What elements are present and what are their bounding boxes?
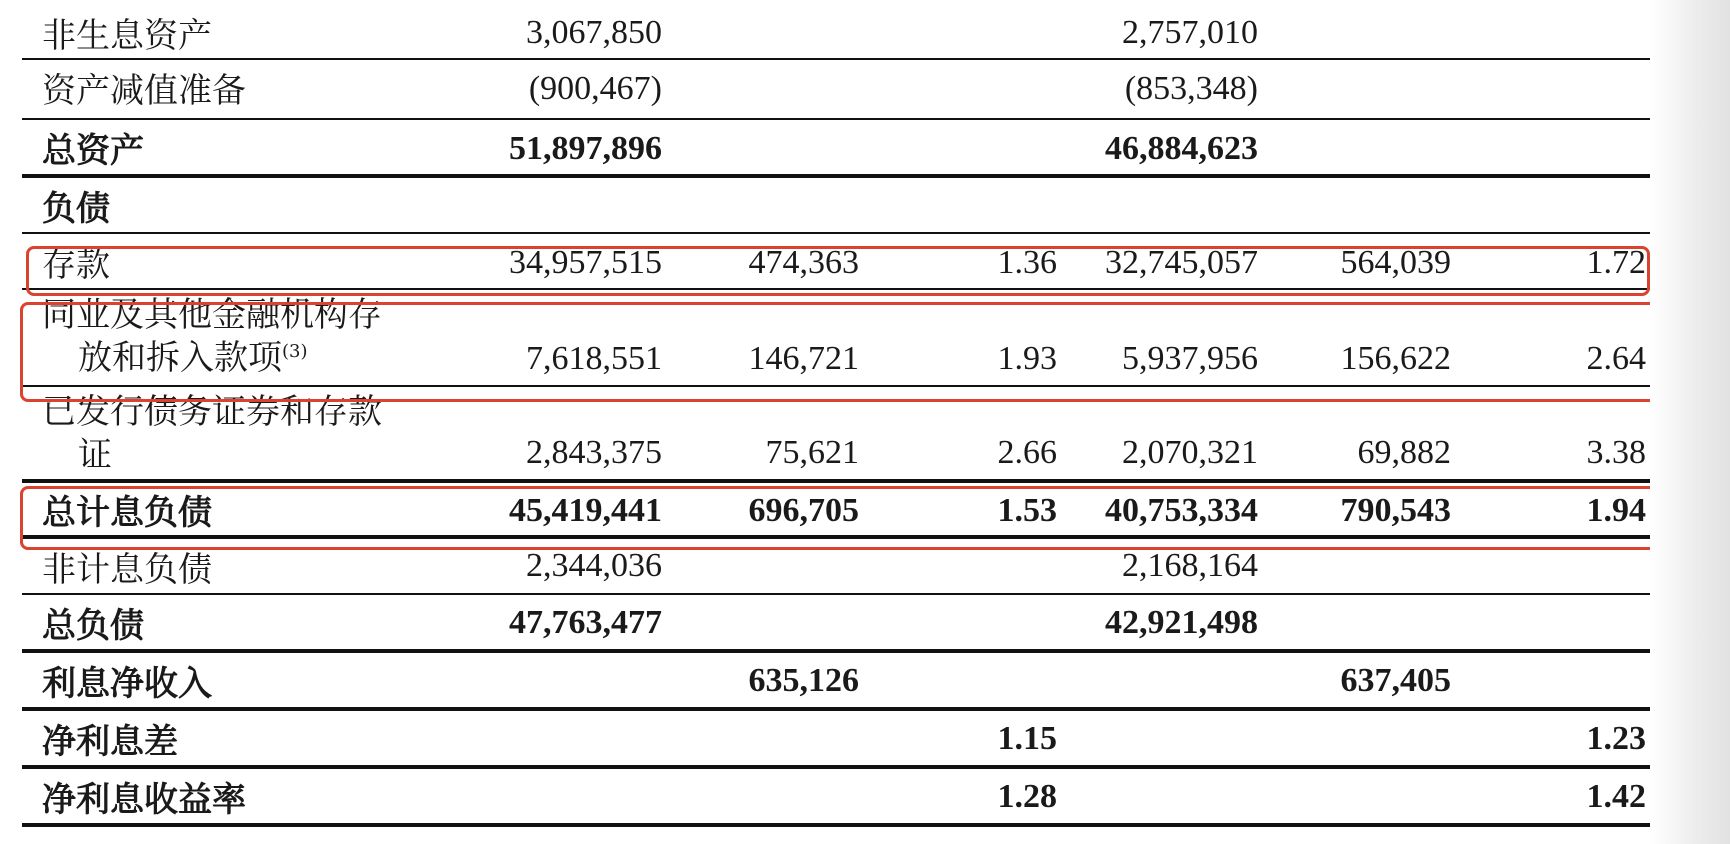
cell-value: 1.28	[997, 778, 1057, 815]
cell-value: 42,921,498	[1105, 604, 1258, 641]
page-edge-shadow	[1650, 0, 1730, 844]
row-label-line2	[78, 338, 308, 378]
cell-value: 34,957,515	[509, 244, 662, 281]
table-row	[22, 60, 1654, 120]
cell-value: 474,363	[748, 244, 859, 281]
cell-value: 32,745,057	[1105, 244, 1258, 281]
cell-value: 1.53	[997, 492, 1057, 529]
cell-value: 75,621	[765, 434, 859, 471]
row-label: 资产减值准备	[42, 71, 246, 111]
cell-value: 2.66	[997, 434, 1057, 471]
row-label: 净利息收益率	[42, 780, 246, 820]
cell-value: 1.15	[997, 720, 1057, 757]
table-row	[22, 387, 1654, 483]
cell-value: (853,348)	[1124, 70, 1258, 107]
row-label: 净利息差	[42, 722, 178, 762]
table-row	[22, 0, 1654, 60]
cell-value: 156,622	[1340, 340, 1451, 377]
cell-value: 696,705	[748, 492, 859, 529]
table-row	[22, 178, 1654, 234]
row-label: 利息净收入	[42, 664, 212, 704]
cell-value: 45,419,441	[509, 492, 662, 529]
cell-value: 3,067,850	[526, 14, 662, 51]
table-row	[22, 483, 1654, 539]
financial-table	[22, 0, 1654, 827]
cell-value: 564,039	[1340, 244, 1451, 281]
cell-value: 47,763,477	[509, 604, 662, 641]
cell-value: 2,757,010	[1122, 14, 1258, 51]
footnote-marker: (3)	[282, 341, 308, 362]
cell-value: 51,897,896	[509, 130, 662, 167]
row-label: 存款	[42, 245, 110, 285]
cell-value: 146,721	[748, 340, 859, 377]
cell-value: 635,126	[748, 662, 859, 699]
table-row	[22, 290, 1654, 387]
row-label-line2: 证	[78, 435, 112, 475]
row-label: 总计息负债	[42, 493, 212, 533]
cell-value: (900,467)	[528, 70, 662, 107]
row-label: 总资产	[42, 131, 144, 171]
cell-value: 5,937,956	[1122, 340, 1258, 377]
row-label: 非生息资产	[42, 16, 212, 56]
cell-value: 1.23	[1586, 720, 1646, 757]
table-row	[22, 653, 1654, 711]
cell-value: 1.42	[1586, 778, 1646, 815]
table-row	[22, 234, 1654, 290]
table-row	[22, 120, 1654, 178]
section-heading: 负债	[42, 189, 110, 229]
cell-value: 2,344,036	[526, 547, 662, 584]
cell-value: 1.94	[1586, 492, 1646, 529]
row-label: 非计息负债	[42, 550, 212, 590]
row-label-text: 放和拆入款项	[78, 338, 282, 378]
cell-value: 1.72	[1586, 244, 1646, 281]
cell-value: 2,168,164	[1122, 547, 1258, 584]
row-label: 总负债	[42, 606, 144, 646]
cell-value: 2.64	[1586, 340, 1646, 377]
cell-value: 1.36	[997, 244, 1057, 281]
cell-value: 790,543	[1340, 492, 1451, 529]
table-row	[22, 769, 1654, 827]
cell-value: 69,882	[1357, 434, 1451, 471]
cell-value: 2,070,321	[1122, 434, 1258, 471]
table-row	[22, 711, 1654, 769]
cell-value: 1.93	[997, 340, 1057, 377]
cell-value: 2,843,375	[526, 434, 662, 471]
table-row	[22, 595, 1654, 653]
cell-value: 3.38	[1586, 434, 1646, 471]
cell-value: 7,618,551	[526, 340, 662, 377]
table-row	[22, 539, 1654, 595]
cell-value: 46,884,623	[1105, 130, 1258, 167]
row-label-line1: 同业及其他金融机构存	[42, 295, 382, 335]
row-label-line1: 已发行债务证券和存款	[42, 392, 382, 432]
cell-value: 40,753,334	[1105, 492, 1258, 529]
cell-value: 637,405	[1340, 662, 1451, 699]
